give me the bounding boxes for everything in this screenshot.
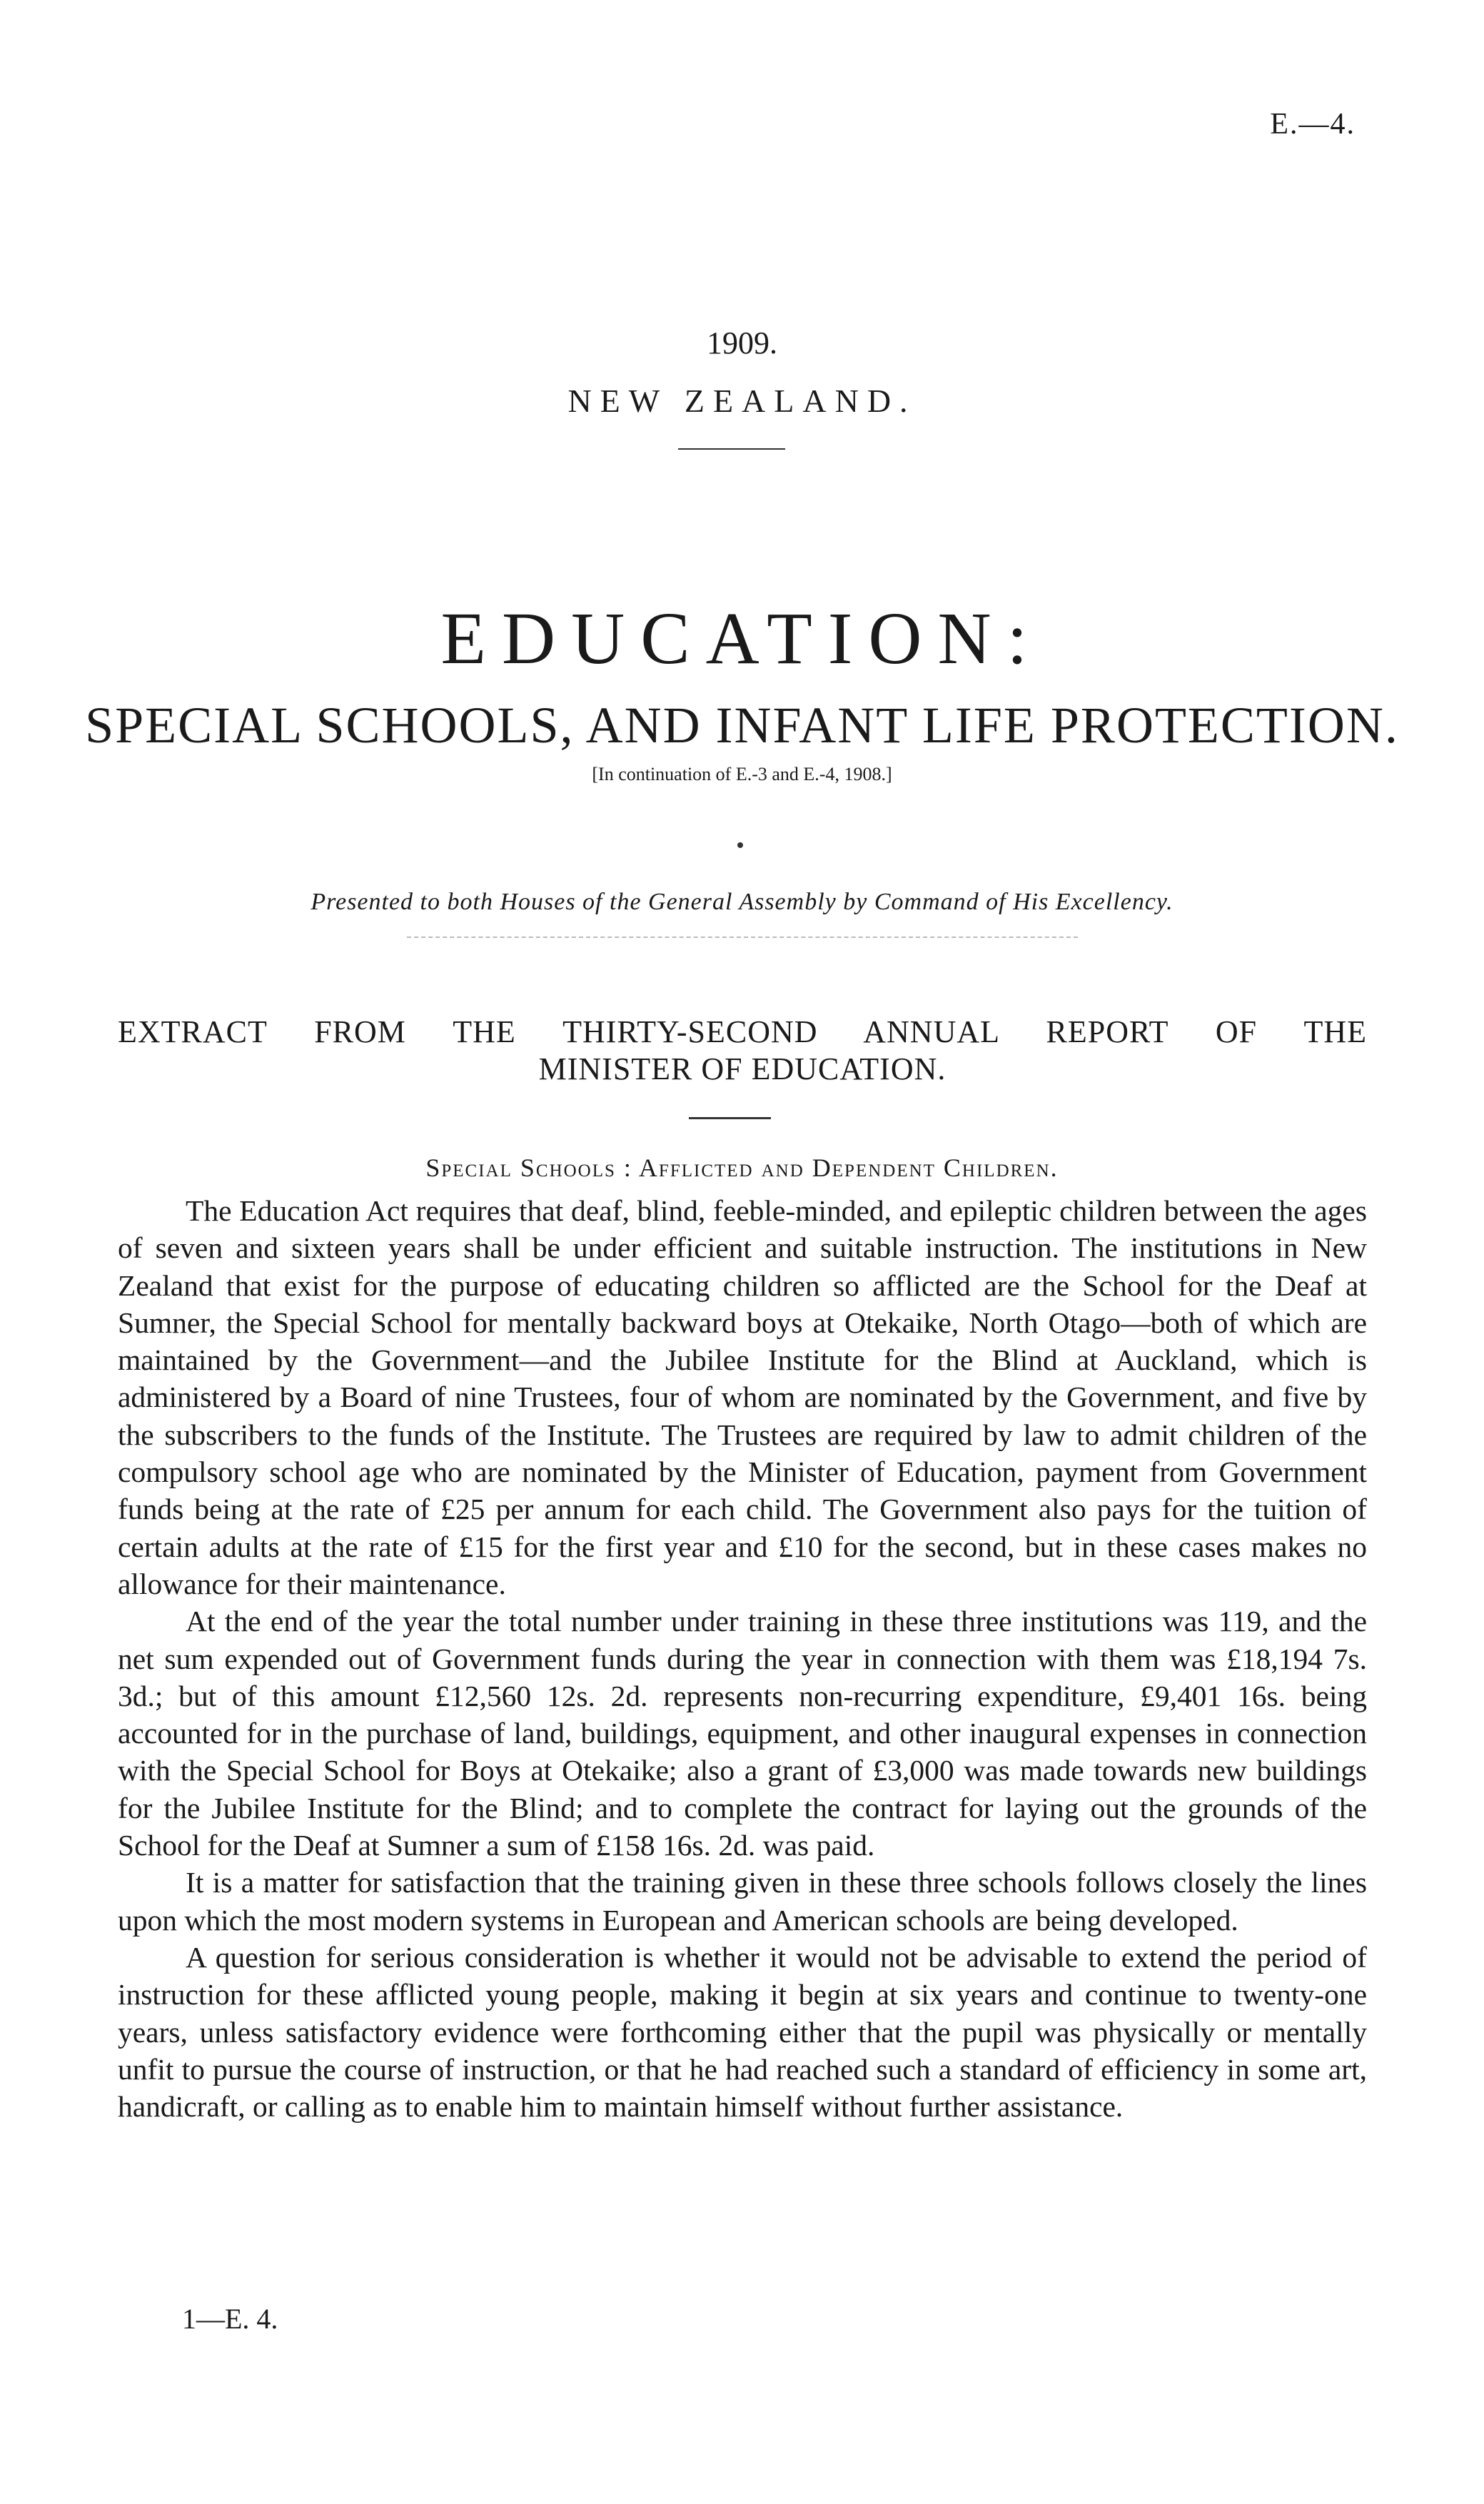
continuation-note: [In continuation of E.-3 and E.-4, 1908.] [592,764,892,784]
paragraph: It is a matter for satisfaction that the training given in these three schools follows closely the lines upon which the most modern systems in European and American schools are being developed. [118,1866,1367,1937]
faint-divider [407,937,1078,938]
paragraph: The Education Act requires that deaf, blind, feeble-minded, and epileptic children between the ages of seven and sixteen years shall be under efficient and suitable instruction. The institutions in New Zealand that exist for the purpose of educating children so afflicted are the School for the Deaf at Sumner, the Special School for mentally backward boys at Otekaike, North Otago—both of which are maintained by the Government—and the Jubilee Institute for the Blind at Auckland, which is administered by a Board of nine Trustees, four of whom are nominated by the Government, and five by the subscribers to the funds of the Institute. The Trustees are required by law to admit children of the compulsory school age who are nominated by the Minister of Education, payment from Government funds being at the rate of £25 per annum for each child. The Government also pays for the tuition of certain adults at the rate of £15 for the first year and £10 for the second, but in these cases makes no allowance for their maintenance. [118,1194,1367,1600]
divider-rule [678,448,785,450]
footer-signature: 1—E. 4. [182,2303,278,2335]
paragraph: At the end of the year the total number under training in these three institutions was 119, and the net sum expended out of Government funds during the year in connection with them was £18,194 7s. 3d.; but of this amount £12,560 12s. 2d. represents non-recurring expenditure, £9,401 16s. being accounted for in the purchase of land, buildings, equipment, and other inaugural expenses in connection with the Special School for Boys at Otekaike; also a grant of £3,000 was made towards new buildings for the Jubilee Institute for the Blind; and to complete the contract for laying out the grounds of the School for the Deaf at Sumner a sum of £158 16s. 2d. was paid. [118,1605,1367,1862]
report-year: 1909. [707,325,777,360]
document-title: EDUCATION: [440,597,1044,680]
printer-mark [737,842,743,848]
page-code: E.—4. [1270,108,1356,141]
extract-heading [118,1014,1367,1088]
paragraph: A question for serious consideration is whether it would not be advisable to extend the period of instruction for these afflicted young people, making it begin at six years and continue to twenty-one years, unless satisfactory evidence were forthcoming either that the pupil was physically or mentally unfit to pursue the course of instruction, or that he had reached such a standard of efficiency in some art, handicraft, or calling as to enable him to maintain himself without further assistance. [118,1940,1367,2124]
section-heading: Special Schools : Afflicted and Dependent Children. [425,1153,1059,1182]
country-name: NEW ZEALAND. [567,383,917,419]
extract-heading-line-1: EXTRACT FROM THE THIRTY-SECOND ANNUAL REPORT OF THE [118,1014,1367,1049]
document-subtitle: SPECIAL SCHOOLS, AND INFANT LIFE PROTECTION. [85,697,1399,754]
body-text [118,1192,1367,2125]
extract-heading-line-2: MINISTER OF EDUCATION. [538,1051,947,1086]
section-divider [689,1117,771,1119]
presentation-line: Presented to both Houses of the General Assembly by Command of His Excellency. [311,889,1173,915]
